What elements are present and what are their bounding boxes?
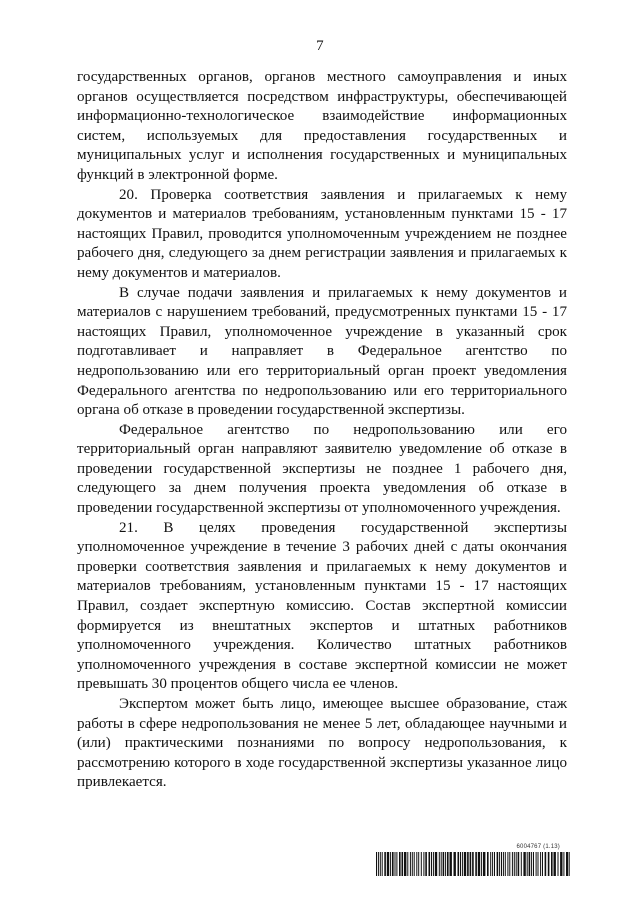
paragraph: 21. В целях проведения государственной экспертизы уполномоченное учреждение в течение 3 рабочих дней с даты окончания проверки соответствия заявления и прилагаемых к нему документов и материалов требованиям, установленным пунктами 15 - 17 настоящих Правил, создает экспертную комиссию. Состав экспертной комиссии формируется из внештатных экспертов и штатных работников уполномоченного учреждения. Количество штатных работников уполномоченного учреждения в составе экспертной комиссии не может превышать 30 процентов общего числа ее членов. [77,519,567,693]
document-body [77,68,567,793]
page-number: 7 [316,38,324,54]
paragraph: Экспертом может быть лицо, имеющее высшее образование, стаж работы в сфере недропользования не менее 5 лет, обладающее научными и (или) практическими познаниями по вопросу недропользования, к рассмотрению которого в ходе государственной экспертизы указанное лицо привлекается. [77,696,567,791]
paragraph: В случае подачи заявления и прилагаемых к нему документов и материалов с нарушением требований, предусмотренных пунктами 15 - 17 настоящих Правил, уполномоченное учреждение в указанный срок подготавливает и направляет в Федеральное агентство по недропользованию или его территориальный орган проект уведомления Федерального агентства по недропользованию или его территориального органа об отказе в проведении государственной экспертизы. [77,284,567,419]
paragraph: государственных органов, органов местного самоуправления и иных органов осуществляется посредством инфраструктуры, обеспечивающей информационно-технологическое взаимодействие информационных систем, используемых для предоставления государственных и муниципальных услуг и исполнения государственных и муниципальных функций в электронной форме. [77,69,567,183]
paragraph: 20. Проверка соответствия заявления и прилагаемых к нему документов и материалов требованиям, установленным пунктами 15 - 17 настоящих Правил, проводится уполномоченным учреждением не позднее рабочего дня, следующего за днем регистрации заявления и прилагаемых к нему документов и материалов. [77,186,567,281]
paragraph: Федеральное агентство по недропользованию или его территориальный орган направляют заявителю уведомление об отказе в проведении государственной экспертизы не позднее 1 рабочего дня, следующего за днем получения проекта уведомления об отказе в проведении государственной экспертизы от уполномоченного учреждения. [77,421,567,517]
document-code: 6004767 (1.13) [516,844,560,850]
barcode-icon [376,852,570,876]
